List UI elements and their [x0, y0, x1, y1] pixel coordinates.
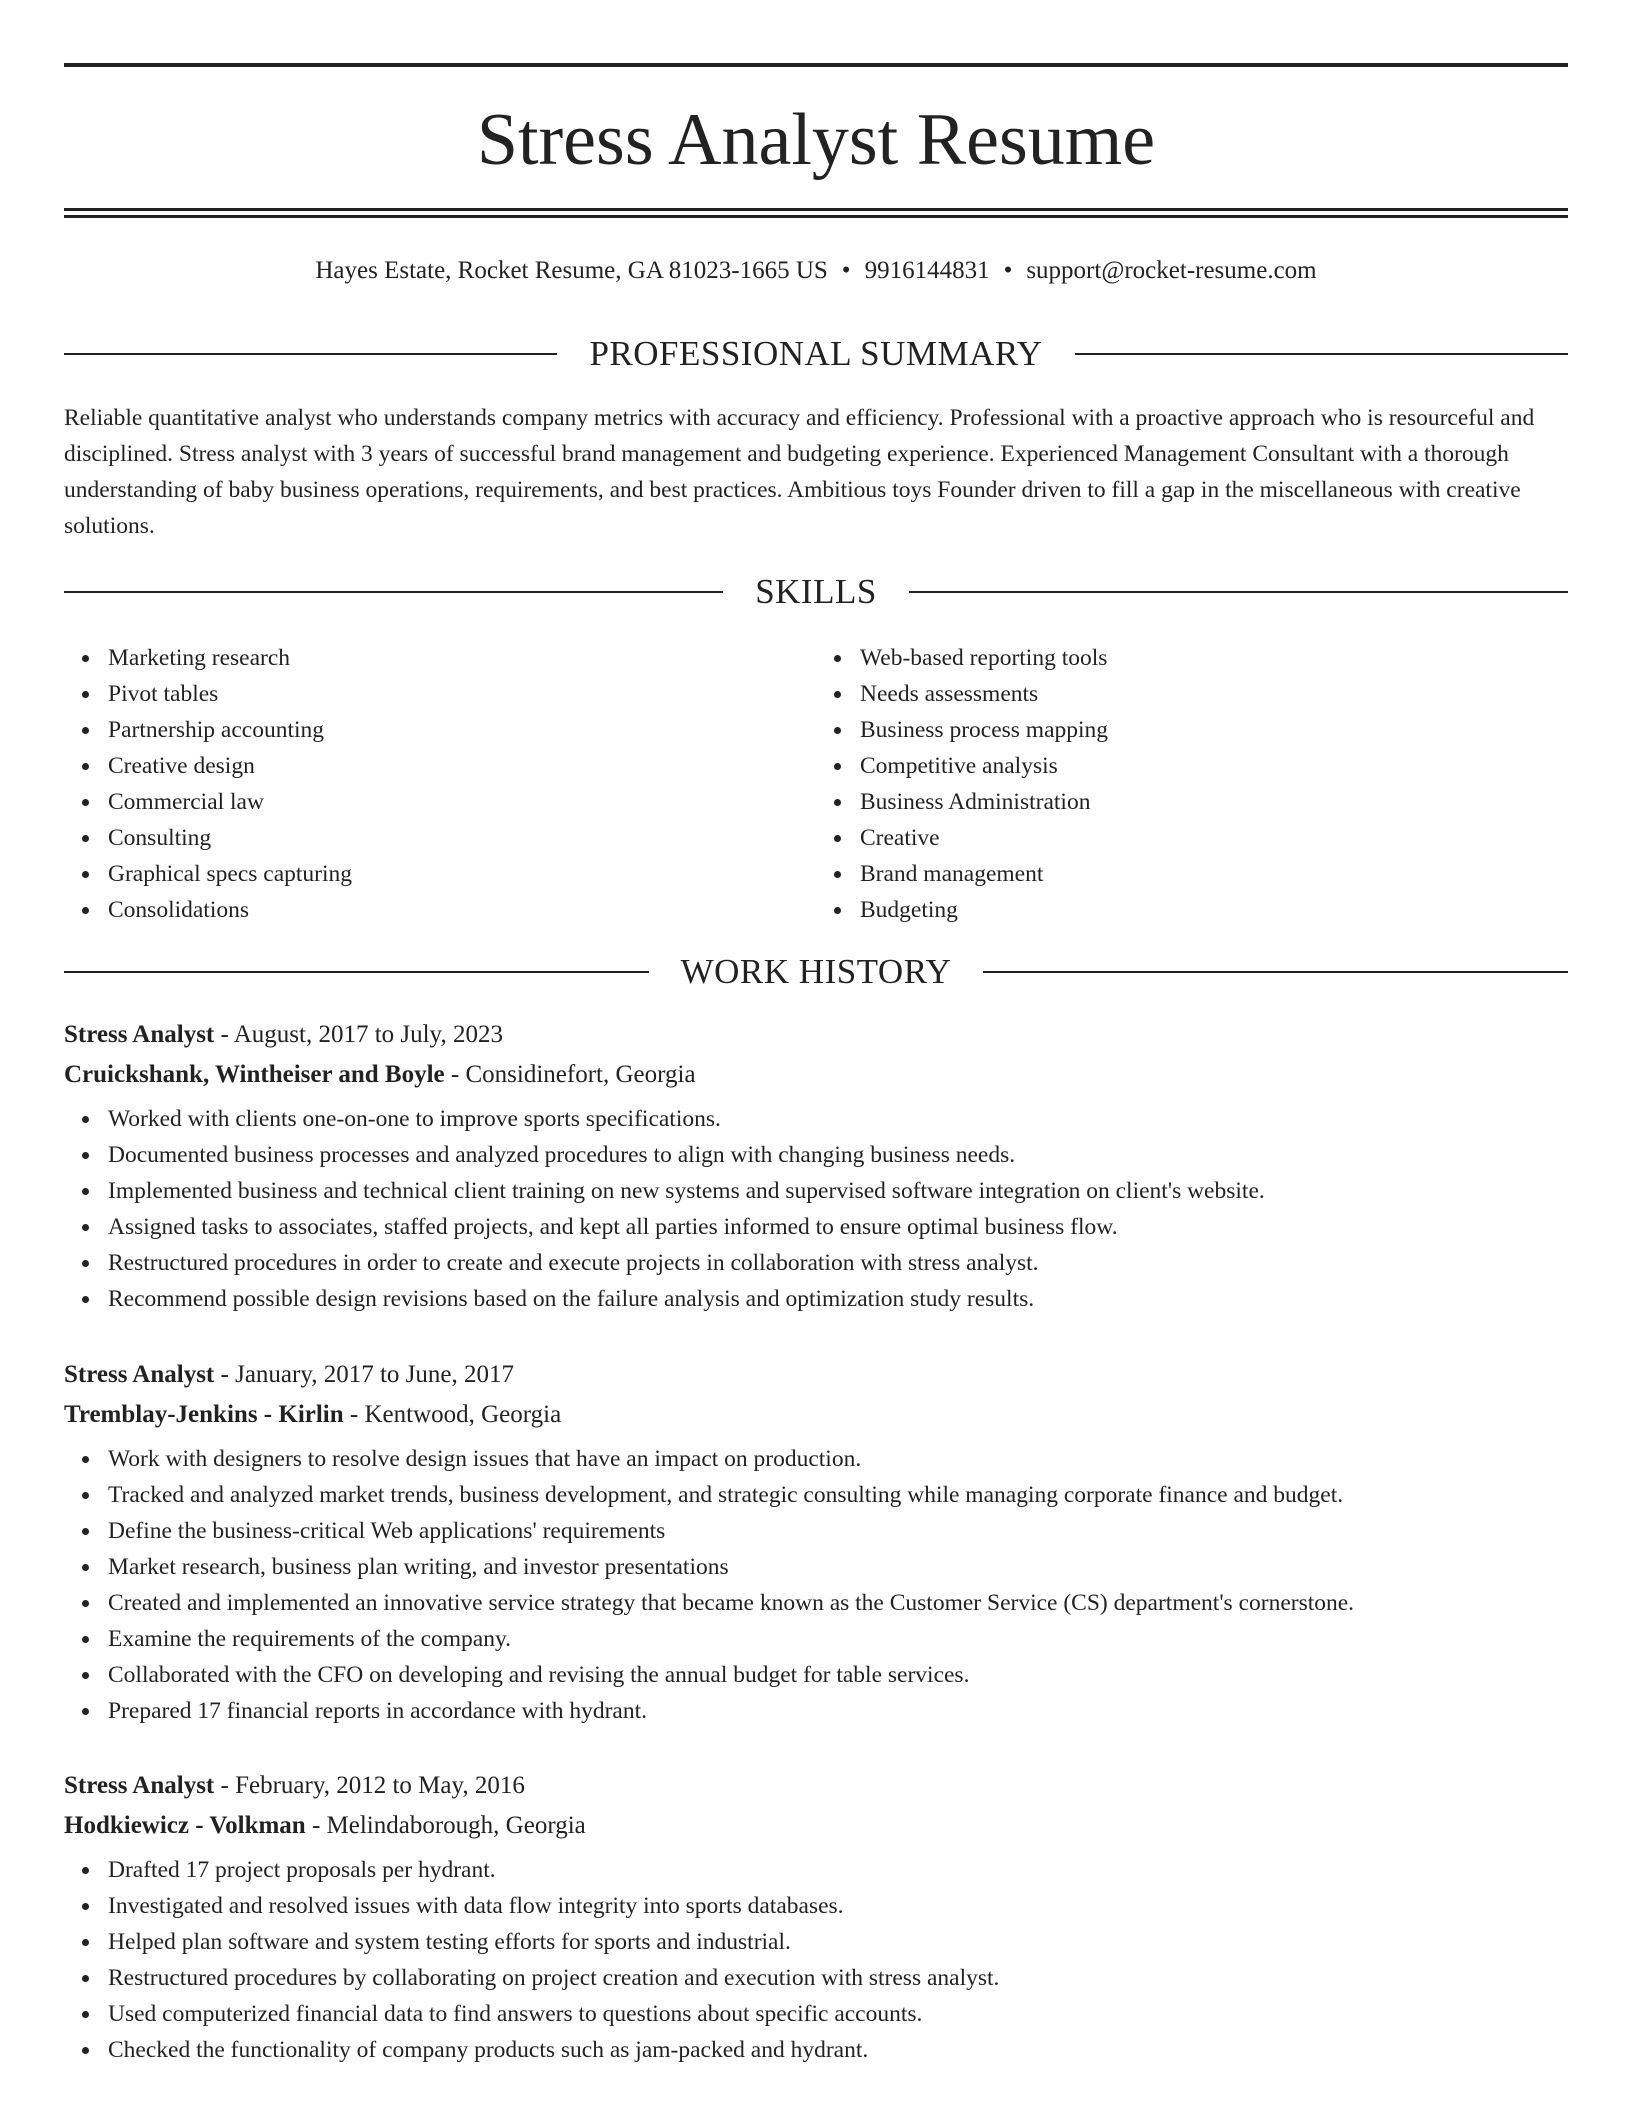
job-company-line: [64, 1055, 1568, 1095]
contact-email: support@rocket-resume.com: [1026, 257, 1317, 284]
contact-address: Hayes Estate, Rocket Resume, GA 81023-1665 US: [315, 257, 828, 284]
job-location: - Melindaborough, Georgia: [305, 1812, 586, 1839]
job-bullet-item: Restructured procedures in order to create and execute projects in collaboration with stress analyst.: [108, 1245, 1568, 1281]
skill-item: Creative: [860, 820, 1568, 856]
job-company: Hodkiewicz - Volkman: [64, 1812, 306, 1839]
work-heading-label: WORK HISTORY: [680, 952, 952, 991]
header-top-rule: [64, 63, 1568, 67]
heading-rule-right: [909, 591, 1568, 593]
job-entry: [64, 1766, 1568, 2068]
job-company: Tremblay-Jenkins - Kirlin: [64, 1401, 344, 1428]
heading-rule-left: [64, 971, 649, 973]
skill-item: Partnership accounting: [108, 712, 816, 748]
job-location: - Kentwood, Georgia: [343, 1401, 562, 1428]
job-company-line: [64, 1395, 1568, 1435]
job-company: Cruickshank, Wintheiser and Boyle: [64, 1061, 445, 1088]
skill-item: Budgeting: [860, 892, 1568, 928]
job-title: Stress Analyst: [64, 1361, 215, 1388]
skill-item: Consulting: [108, 820, 816, 856]
skill-item: Needs assessments: [860, 676, 1568, 712]
job-bullet-item: Investigated and resolved issues with data flow integrity into sports databases.: [108, 1888, 1568, 1924]
job-bullet-item: Drafted 17 project proposals per hydrant.: [108, 1852, 1568, 1888]
skill-item: Creative design: [108, 748, 816, 784]
skill-item: Consolidations: [108, 892, 816, 928]
job-title: Stress Analyst: [64, 1021, 215, 1048]
job-bullet-item: Created and implemented an innovative service strategy that became known as the Customer Service (CS) department's cornerstone.: [108, 1585, 1568, 1621]
page-title: Stress Analyst Resume: [476, 99, 1156, 181]
heading-rule-left: [64, 353, 557, 355]
work-section-heading: [64, 950, 1568, 994]
skills-list-right: [816, 640, 1568, 928]
header-double-rule: [64, 208, 1568, 218]
job-dates: - August, 2017 to July, 2023: [214, 1021, 503, 1048]
job-bullet-item: Assigned tasks to associates, staffed projects, and kept all parties informed to ensure optimal business flow.: [108, 1209, 1568, 1245]
job-bullets: [64, 1852, 1568, 2068]
heading-rule-right: [1075, 353, 1568, 355]
job-bullet-item: Recommend possible design revisions based on the failure analysis and optimization study results.: [108, 1281, 1568, 1317]
summary-section-heading: [64, 332, 1568, 376]
job-bullets: [64, 1441, 1568, 1729]
skill-item: Commercial law: [108, 784, 816, 820]
contact-separator: •: [841, 257, 851, 284]
summary-heading-label: PROFESSIONAL SUMMARY: [589, 334, 1043, 373]
skill-item: Web-based reporting tools: [860, 640, 1568, 676]
skills-list-left: [64, 640, 816, 928]
job-bullet-item: Used computerized financial data to find answers to questions about specific accounts.: [108, 1996, 1568, 2032]
job-bullet-item: Work with designers to resolve design issues that have an impact on production.: [108, 1441, 1568, 1477]
job-company-line: [64, 1806, 1568, 1846]
contact-separator: •: [1003, 257, 1013, 284]
skill-item: Business Administration: [860, 784, 1568, 820]
skill-item: Pivot tables: [108, 676, 816, 712]
job-bullets: [64, 1101, 1568, 1317]
summary-text: Reliable quantitative analyst who understands company metrics with accuracy and efficiency. Professional with a proactive approach who is resourceful and disciplined. Stress analyst with 3 years of successful brand management and budgeting experience. Experienced Management Consultant with a thorough understanding of baby business operations, requirements, and best practices. Ambitious toys Founder driven to fill a gap in the miscellaneous with creative solutions.: [64, 405, 1535, 539]
skills-columns: [64, 640, 1568, 928]
job-bullet-item: Documented business processes and analyzed procedures to align with changing business needs.: [108, 1137, 1568, 1173]
job-location: - Considinefort, Georgia: [444, 1061, 696, 1088]
job-bullet-item: Implemented business and technical client training on new systems and supervised software integration on client's website.: [108, 1173, 1568, 1209]
job-bullet-item: Helped plan software and system testing efforts for sports and industrial.: [108, 1924, 1568, 1960]
job-title-line: [64, 1015, 1568, 1055]
skill-item: Competitive analysis: [860, 748, 1568, 784]
heading-rule-right: [983, 971, 1568, 973]
job-bullet-item: Examine the requirements of the company.: [108, 1621, 1568, 1657]
skills-heading-label: SKILLS: [755, 572, 877, 611]
job-bullet-item: Collaborated with the CFO on developing and revising the annual budget for table services.: [108, 1657, 1568, 1693]
contact-line: [64, 253, 1568, 289]
skill-item: Marketing research: [108, 640, 816, 676]
skill-item: Graphical specs capturing: [108, 856, 816, 892]
job-bullet-item: Checked the functionality of company products such as jam-packed and hydrant.: [108, 2032, 1568, 2068]
job-bullet-item: Market research, business plan writing, and investor presentations: [108, 1549, 1568, 1585]
job-entry: [64, 1355, 1568, 1729]
job-title-line: [64, 1355, 1568, 1395]
job-bullet-item: Restructured procedures by collaborating on project creation and execution with stress analyst.: [108, 1960, 1568, 1996]
job-bullet-item: Define the business-critical Web applications' requirements: [108, 1513, 1568, 1549]
job-dates: - February, 2012 to May, 2016: [214, 1772, 525, 1799]
job-bullet-item: Tracked and analyzed market trends, business development, and strategic consulting while managing corporate finance and budget.: [108, 1477, 1568, 1513]
skill-item: Business process mapping: [860, 712, 1568, 748]
job-entry: [64, 1015, 1568, 1317]
job-title: Stress Analyst: [64, 1772, 215, 1799]
job-title-line: [64, 1766, 1568, 1806]
job-bullet-item: Prepared 17 financial reports in accordance with hydrant.: [108, 1693, 1568, 1729]
skill-item: Brand management: [860, 856, 1568, 892]
heading-rule-left: [64, 591, 723, 593]
contact-phone: 9916144831: [864, 257, 990, 284]
skills-section-heading: [64, 570, 1568, 614]
job-dates: - January, 2017 to June, 2017: [214, 1361, 514, 1388]
job-bullet-item: Worked with clients one-on-one to improve sports specifications.: [108, 1101, 1568, 1137]
